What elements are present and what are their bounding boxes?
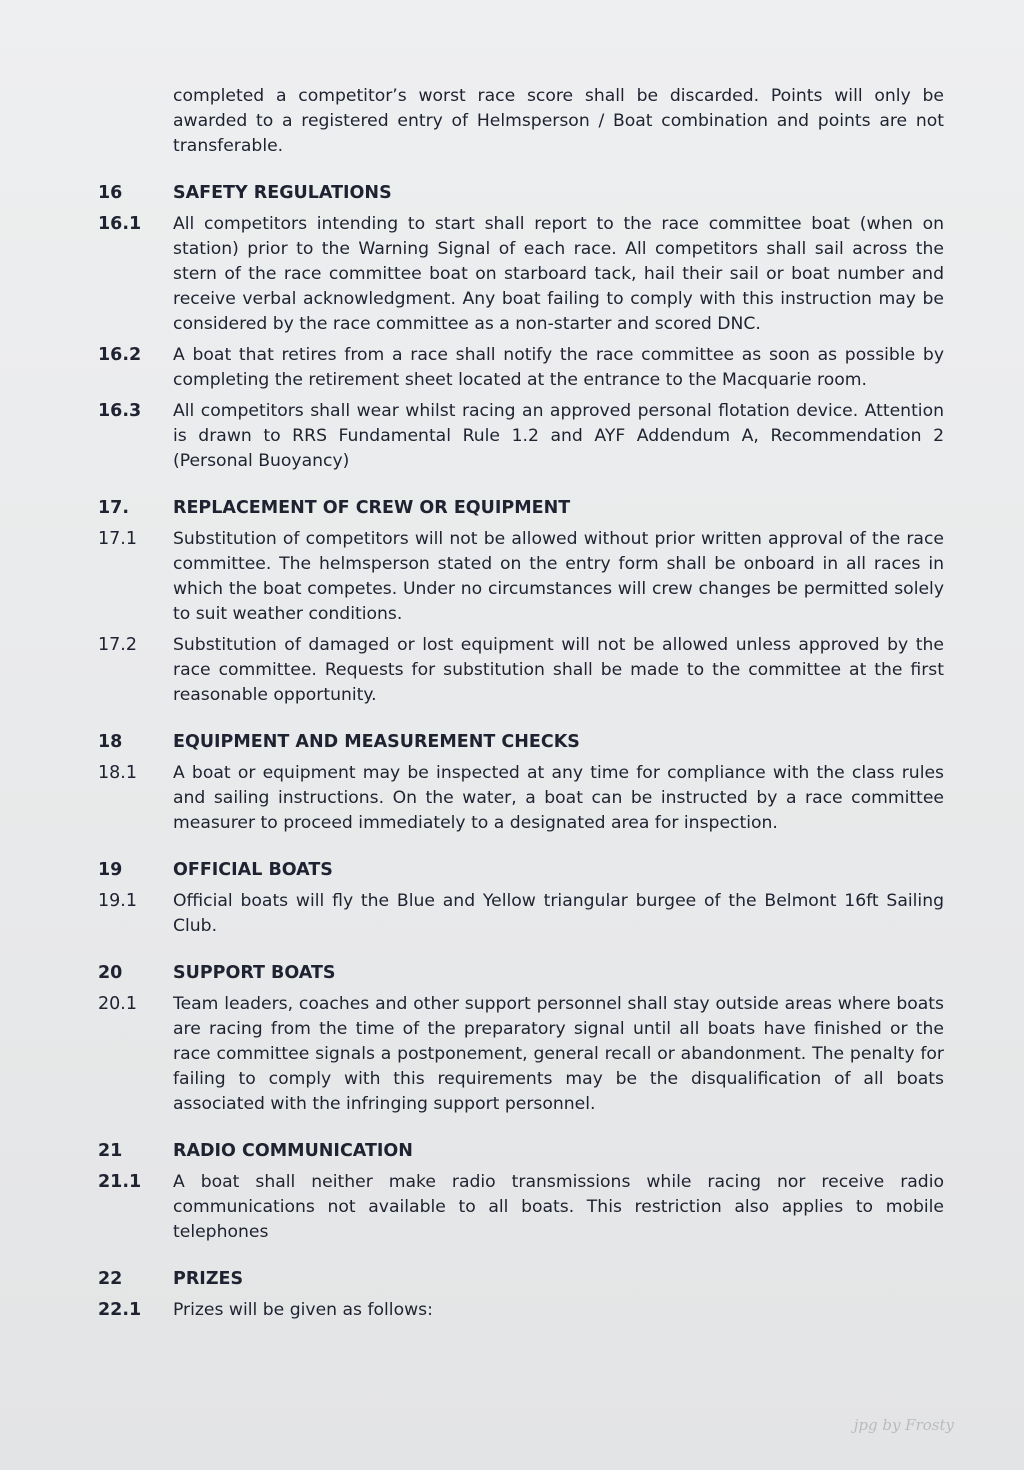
- clause-number: 16.3: [98, 401, 142, 421]
- clause-text: A boat shall neither make radio transmissions while racing nor receive radio communications not available to all boats. This restriction also applies to mobile telephones: [173, 1172, 944, 1242]
- document-content: [98, 84, 944, 1329]
- clause-number: 18.1: [98, 763, 137, 783]
- section-number: 16: [98, 183, 123, 203]
- section-title: SAFETY REGULATIONS: [173, 183, 392, 203]
- photo-credit-watermark: jpg by Frosty: [853, 1416, 954, 1434]
- section-17-heading: [98, 496, 944, 521]
- clause-21-1: [98, 1170, 944, 1245]
- clause-text: Prizes will be given as follows:: [173, 1300, 433, 1320]
- section-18-heading: [98, 730, 944, 755]
- clause-text: Official boats will fly the Blue and Yellow triangular burgee of the Belmont 16ft Sailing Club.: [173, 891, 944, 936]
- clause-text: A boat or equipment may be inspected at any time for compliance with the class rules and sailing instructions. On the water, a boat can be instructed by a race committee measurer to proceed immediately to a designated area for inspection.: [173, 763, 944, 833]
- clause-number: 21.1: [98, 1172, 142, 1192]
- section-title: EQUIPMENT AND MEASUREMENT CHECKS: [173, 732, 580, 752]
- section-number: 22: [98, 1269, 123, 1289]
- clause-16-3: [98, 399, 944, 474]
- clause-number: 20.1: [98, 994, 137, 1014]
- clause-number: 17.2: [98, 635, 137, 655]
- clause-19-1: [98, 889, 944, 939]
- clause-18-1: [98, 761, 944, 836]
- section-title: REPLACEMENT OF CREW OR EQUIPMENT: [173, 498, 571, 518]
- clause-text: Team leaders, coaches and other support personnel shall stay outside areas where boats are racing from the time of the preparatory signal until all boats have finished or the race committee signals a postponement, general recall or abandonment. The penalty for failing to comply with this requirements may be the disqualification of all boats associated with the infringing support personnel.: [173, 994, 944, 1114]
- section-number: 21: [98, 1141, 123, 1161]
- intro-paragraph: completed a competitor’s worst race score shall be discarded. Points will only be awarded to a registered entry of Helmsperson / Boat combination and points are not transferable.: [173, 86, 944, 156]
- clause-16-2: [98, 343, 944, 393]
- clause-17-2: [98, 633, 944, 708]
- clause-number: 19.1: [98, 891, 137, 911]
- section-21-heading: [98, 1139, 944, 1164]
- section-16-heading: [98, 181, 944, 206]
- section-title: SUPPORT BOATS: [173, 963, 336, 983]
- clause-text: Substitution of competitors will not be allowed without prior written approval of the race committee. The helmsperson stated on the entry form shall be onboard in all races in which the boat competes. Under no circumstances will crew changes be permitted solely to suit weather conditions.: [173, 529, 944, 624]
- section-title: PRIZES: [173, 1269, 244, 1289]
- clause-number: 17.1: [98, 529, 137, 549]
- clause-20-1: [98, 992, 944, 1117]
- section-22-heading: [98, 1267, 944, 1292]
- clause-number: 16.2: [98, 345, 142, 365]
- section-19-heading: [98, 858, 944, 883]
- clause-text: A boat that retires from a race shall notify the race committee as soon as possible by completing the retirement sheet located at the entrance to the Macquarie room.: [173, 345, 944, 390]
- clause-number: 16.1: [98, 214, 142, 234]
- clause-text: All competitors shall wear whilst racing an approved personal flotation device. Attention is drawn to RRS Fundamental Rule 1.2 and AYF Addendum A, Recommendation 2 (Personal Buoyancy): [173, 401, 944, 471]
- clause-17-1: [98, 527, 944, 627]
- clause-number: 22.1: [98, 1300, 142, 1320]
- clause-16-1: [98, 212, 944, 337]
- section-number: 18: [98, 732, 123, 752]
- section-number: 19: [98, 860, 123, 880]
- section-number: 20: [98, 963, 123, 983]
- section-title: RADIO COMMUNICATION: [173, 1141, 413, 1161]
- clause-text: All competitors intending to start shall report to the race committee boat (when on station) prior to the Warning Signal of each race. All competitors shall sail across the stern of the race committee boat on starboard tack, hail their sail or boat number and receive verbal acknowledgment. Any boat failing to comply with this instruction may be considered by the race committee as a non-starter and scored DNC.: [173, 214, 944, 334]
- section-number: 17.: [98, 498, 130, 518]
- clause-text: Substitution of damaged or lost equipment will not be allowed unless approved by the race committee. Requests for substitution shall be made to the committee at the first reasonable opportunity.: [173, 635, 944, 705]
- clause-22-1: [98, 1298, 944, 1323]
- section-title: OFFICIAL BOATS: [173, 860, 333, 880]
- section-20-heading: [98, 961, 944, 986]
